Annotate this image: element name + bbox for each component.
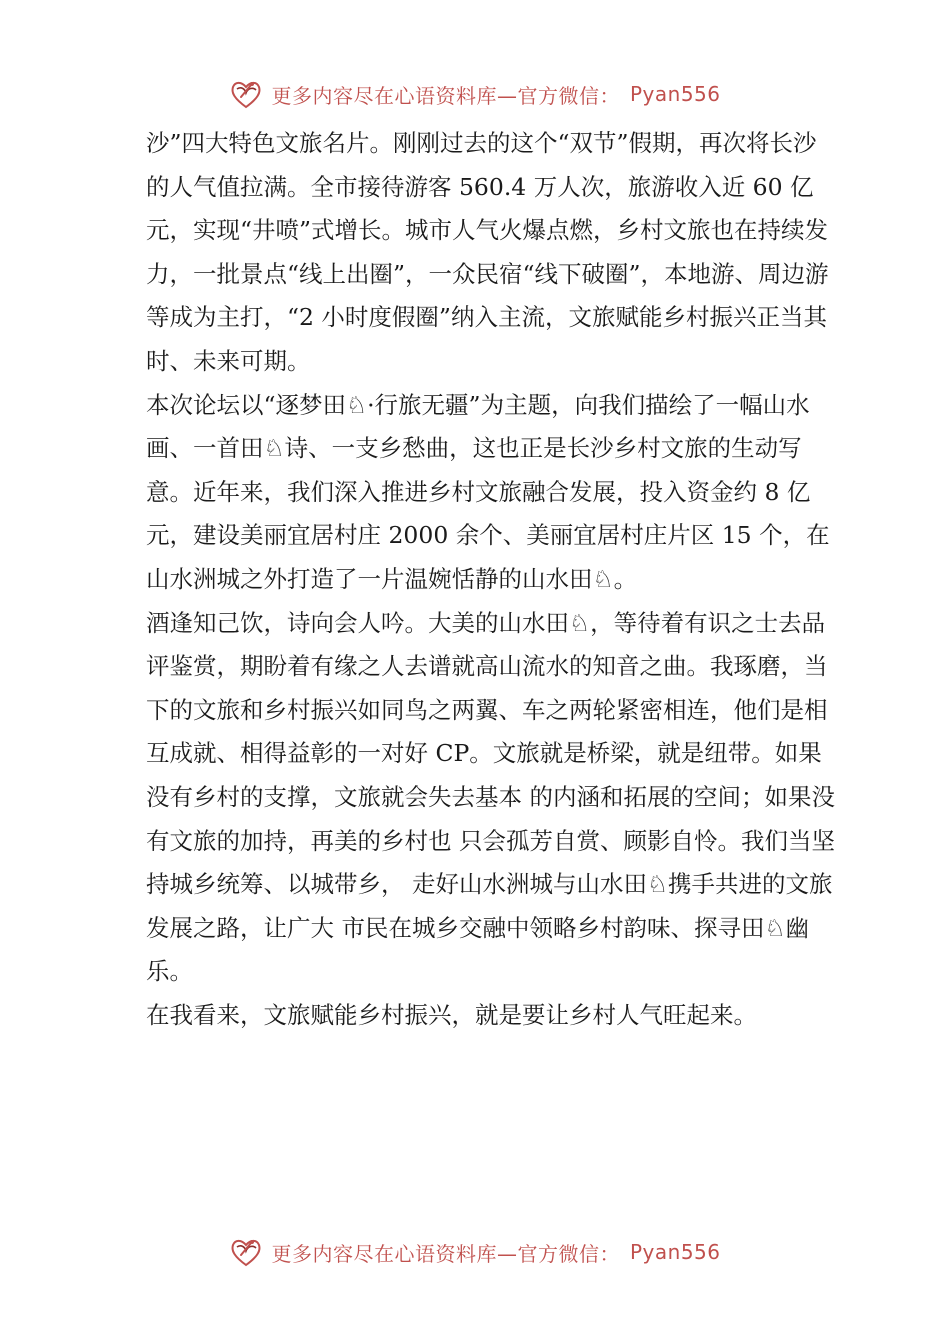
watermark-wechat-id: Pyan556: [629, 1240, 721, 1264]
paragraph-3: 酒逢知己饮，诗向会人吟。大美的山水田♘，等待着有识之士去品评鉴赏，期盼着有缘之人去谱就高山流水的知音之曲。我琢磨，当下的文旅和乡村振兴如同鸟之两翼、车之两轮紧密相连，他们是相互成就、相得益彰的一对好 CP。文旅就是桥梁，就是纽带。如果没有乡村的支撑，文旅就会失去基本 的内涵和拓展的空间；如果没有文旅的加持，再美的乡村也 只会孤芳自赏、顾影自怜。我们当坚持城乡统筹、以城带乡， 走好山水洲城与山水田♘携手共进的文旅发展之路，让广大 市民在城乡交融中领略乡村韵味、探寻田♘幽乐。: [146, 608, 835, 986]
heart-logo-icon: [229, 1235, 263, 1269]
heart-logo-icon: [229, 77, 263, 111]
watermark-text: 更多内容尽在心语资料库—官方微信：: [271, 1241, 620, 1266]
paragraph-4: 在我看来，文旅赋能乡村振兴，就是要让乡村人气旺起来。: [146, 1000, 757, 1029]
paragraph-2: 本次论坛以“逐梦田♘·行旅无疆”为主题，向我们描绘了一幅山水画、一首田♘诗、一支乡愁曲，这也正是长沙乡村文旅的生动写意。近年来，我们深入推进乡村文旅融合发展，投入资金约 8 亿元，建设美丽宜居村庄 2000 余个、美丽宜居村庄片区 15 个，在山水洲城之外打造了一片温婉恬静的山水田♘。: [146, 390, 830, 593]
paragraph-1: 沙”四大特色文旅名片。刚刚过去的这个“双节”假期，再次将长沙的人气值拉满。全市接待游客 560.4 万人次，旅游收入近 60 亿元，实现“井喷”式增长。城市人气火爆点燃，乡村文旅也在持续发力，一批景点“线上出圈”，一众民宿“线下破圈”，本地游、周边游等成为主打，“2 小时度假圈”纳入主流，文旅赋能乡村振兴正当其时、未来可期。: [146, 129, 829, 375]
watermark-wechat-id: Pyan556: [629, 82, 721, 106]
footer-watermark: [0, 1232, 950, 1272]
document-body: [146, 122, 836, 1037]
watermark-text: 更多内容尽在心语资料库—官方微信：: [271, 83, 620, 108]
header-watermark: [0, 74, 950, 114]
